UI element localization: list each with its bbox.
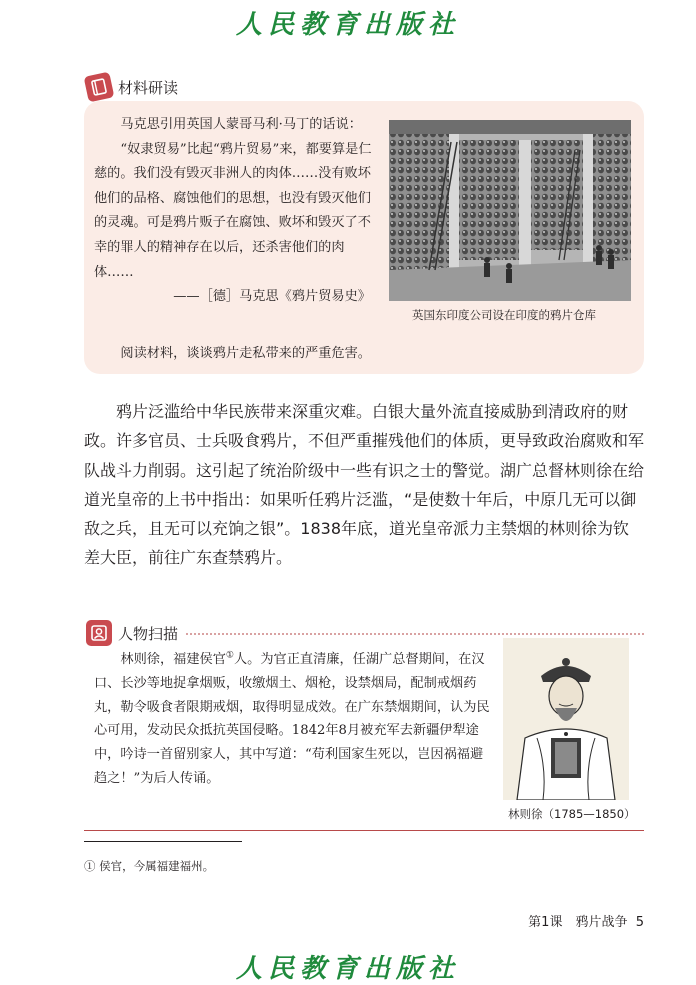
- portrait-caption: 林则徐（1785—1850）: [508, 807, 636, 821]
- warehouse-caption: 英国东印度公司设在印度的鸦片仓库: [412, 308, 596, 322]
- footnote: ① 侯官，今属福建福州。: [84, 859, 215, 873]
- person-text-part2: 人。为官正直清廉，任湖广总督期间，在汉口、长沙等地捉拿烟贩，收缴烟土、烟枪，设禁烟局，配制戒烟药丸，勒令吸食者限期戒烟，取得明显成效。在广东禁烟期间，认为民心可用，发动民众抵抗英国侵略。1842年8月被充军去新疆伊犁途中，吟诗一首留别家人，其中写道：“苟利国家生死以，岂因祸福避趋之！”为后人传诵。: [94, 652, 490, 786]
- lesson-title: 第1课 鸦片战争: [528, 915, 628, 930]
- lin-zexu-portrait: [503, 638, 629, 800]
- book-icon: [84, 72, 115, 103]
- publisher-logo-top: 人民教育出版社: [235, 10, 460, 40]
- material-section-title: 材料研读: [118, 79, 179, 97]
- person-top-divider: [186, 633, 644, 635]
- footnote-mark[interactable]: ①: [225, 650, 234, 661]
- person-description: [94, 648, 494, 791]
- page-footer: [480, 911, 644, 930]
- person-icon: [86, 620, 112, 646]
- opium-warehouse-image: [389, 120, 631, 301]
- material-quote: [94, 113, 381, 310]
- material-source: ——［德］马克思《鸦片贸易史》: [173, 289, 371, 305]
- material-intro: 马克思引用英国人蒙哥马利·马丁的话说：: [120, 117, 362, 132]
- main-body-text: [84, 397, 644, 573]
- page-number: 5: [635, 915, 644, 930]
- footnote-rule: [84, 841, 242, 842]
- person-text-part1: 林则徐，福建侯官: [120, 652, 226, 667]
- body-paragraph: 鸦片泛滥给中华民族带来深重灾难。白银大量外流直接威胁到清政府的财政。许多官员、士兵吸食鸦片，不但严重摧残他们的体质，更导致政治腐败和军队战斗力削弱。这引起了统治阶级中一些有识之士的警觉。湖广总督林则徐在给道光皇帝的上书中指出：如果听任鸦片泛滥，“是使数十年后，中原几无可以御敌之兵，且无可以充饷之银”。1838年底，道光皇帝派力主禁烟的林则徐为钦差大臣，前往广东查禁鸦片。: [84, 402, 645, 568]
- material-question: 阅读材料，谈谈鸦片走私带来的严重危害。: [120, 346, 371, 361]
- person-bottom-divider: [84, 830, 644, 831]
- material-quote-text: “奴隶贸易”比起“鸦片贸易”来，都要算是仁慈的。我们没有毁灭非洲人的肉体……没有败坏他们的品格、腐蚀他们的思想，也没有毁灭他们的灵魂。可是鸦片贩子在腐蚀、败坏和毁灭了不幸的罪人的精神存在以后，还杀害他们的肉体……: [94, 141, 372, 280]
- publisher-logo-bottom: 人民教育出版社: [235, 954, 460, 984]
- person-section-title: 人物扫描: [118, 625, 179, 643]
